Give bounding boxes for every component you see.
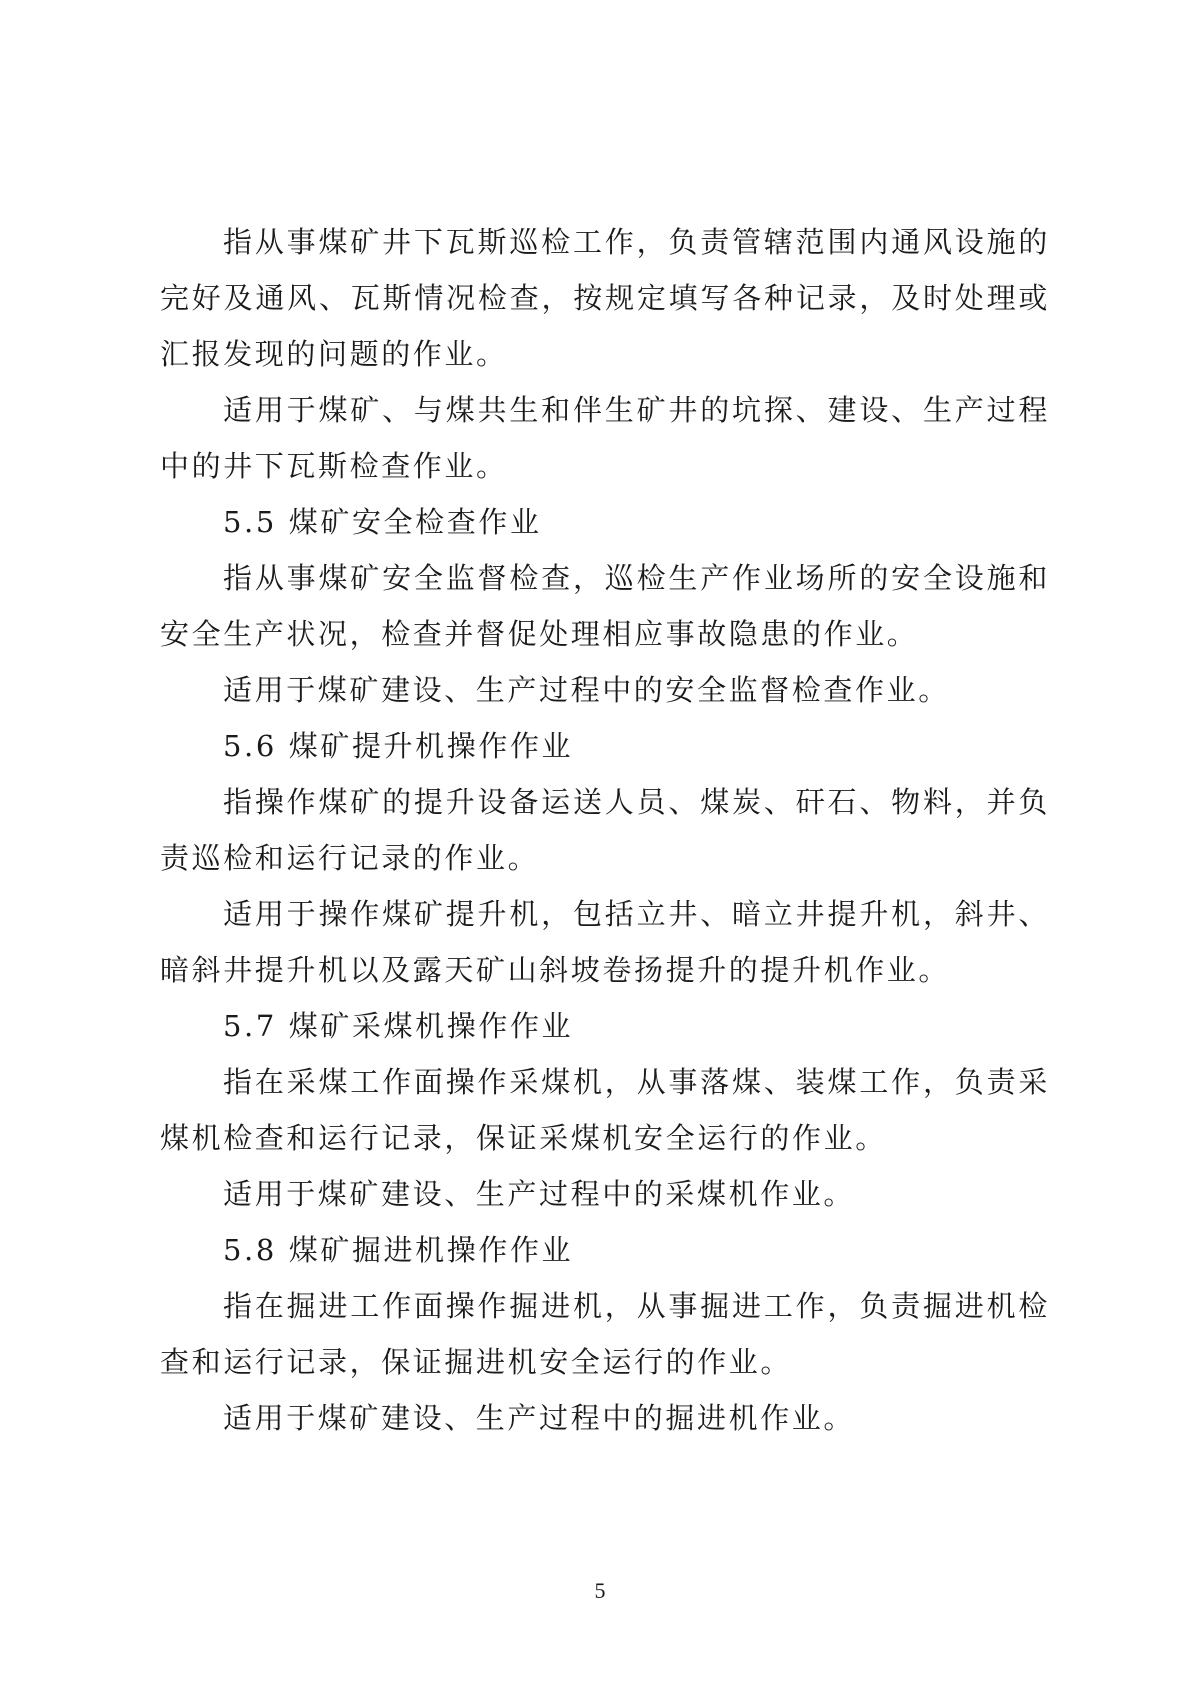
- paragraph-hoist-definition: 指操作煤矿的提升设备运送人员、煤炭、矸石、物料，并负责巡检和运行记录的作业。: [160, 785, 1050, 875]
- paragraph-shearer-definition: 指在采煤工作面操作采煤机，从事落煤、装煤工作，负责采煤机检查和运行记录，保证采煤机安全运行的作业。: [160, 1065, 1050, 1155]
- paragraph-gas-inspection-scope: 适用于煤矿、与煤共生和伴生矿井的坑探、建设、生产过程中的井下瓦斯检查作业。: [160, 393, 1050, 483]
- paragraph-safety-inspection-scope: 适用于煤矿建设、生产过程中的安全监督检查作业。: [223, 673, 950, 707]
- section-heading-5-6: 5.6 煤矿提升机操作作业: [223, 729, 574, 763]
- paragraph-hoist-scope: 适用于操作煤矿提升机，包括立井、暗立井提升机，斜井、暗斜井提升机以及露天矿山斜坡卷扬提升的提升机作业。: [160, 897, 1050, 987]
- section-heading-5-8: 5.8 煤矿掘进机操作作业: [223, 1233, 574, 1267]
- paragraph-shearer-scope: 适用于煤矿建设、生产过程中的采煤机作业。: [223, 1177, 856, 1211]
- page-number: 5: [594, 1578, 606, 1603]
- section-heading-5-5: 5.5 煤矿安全检查作业: [223, 505, 542, 539]
- paragraph-roadheader-definition: 指在掘进工作面操作掘进机，从事掘进工作，负责掘进机检查和运行记录，保证掘进机安全运行的作业。: [160, 1289, 1050, 1379]
- paragraph-safety-inspection-definition: 指从事煤矿安全监督检查，巡检生产作业场所的安全设施和安全生产状况，检查并督促处理相应事故隐患的作业。: [160, 561, 1050, 651]
- section-heading-5-7: 5.7 煤矿采煤机操作作业: [223, 1009, 574, 1043]
- document-body: [160, 214, 1050, 1446]
- paragraph-gas-inspection-definition: 指从事煤矿井下瓦斯巡检工作，负责管辖范围内通风设施的完好及通风、瓦斯情况检查，按规定填写各种记录，及时处理或汇报发现的问题的作业。: [160, 225, 1050, 371]
- paragraph-roadheader-scope: 适用于煤矿建设、生产过程中的掘进机作业。: [223, 1401, 856, 1435]
